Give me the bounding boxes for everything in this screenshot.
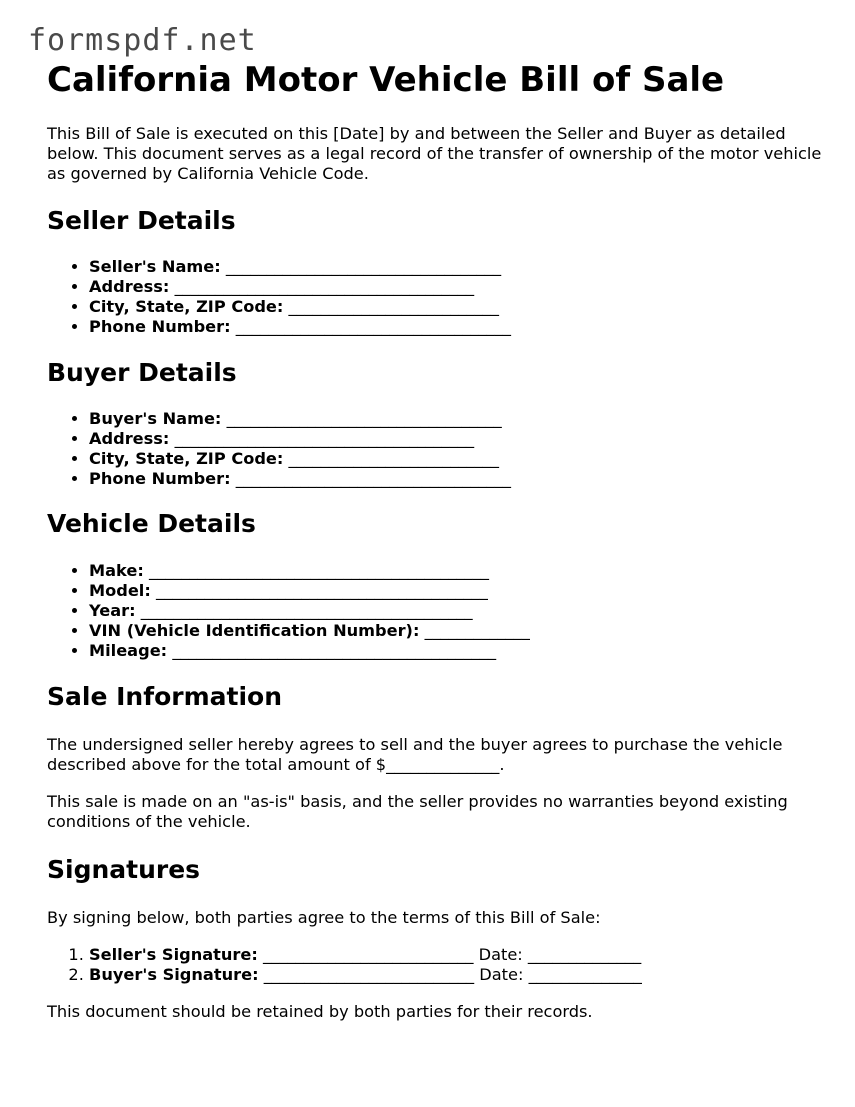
field-label: Year: <box>89 601 136 620</box>
seller-name-blank[interactable]: __________________________________ <box>225 257 502 276</box>
list-item <box>89 965 827 985</box>
signature-label: Buyer's Signature: <box>89 965 259 984</box>
list-item <box>89 581 827 601</box>
list-item <box>89 469 827 489</box>
list-item <box>89 945 827 965</box>
buyer-city-blank[interactable]: __________________________ <box>288 449 499 468</box>
list-item <box>89 449 827 469</box>
buyer-signature-blank[interactable]: __________________________ Date: ______________ <box>263 965 642 984</box>
closing-paragraph: This document should be retained by both parties for their records. <box>47 1002 593 1021</box>
field-label: Buyer's Name: <box>89 409 222 428</box>
list-item <box>89 317 827 337</box>
buyer-details-list <box>47 409 827 489</box>
field-label: City, State, ZIP Code: <box>89 449 284 468</box>
list-item <box>89 257 827 277</box>
buyer-name-blank[interactable]: __________________________________ <box>226 409 502 428</box>
list-item <box>89 429 827 449</box>
seller-city-blank[interactable]: __________________________ <box>288 297 499 316</box>
watermark-text: formspdf.net <box>28 23 257 58</box>
list-item <box>89 641 827 661</box>
list-item <box>89 297 827 317</box>
field-label: Mileage: <box>89 641 168 660</box>
field-label: Make: <box>89 561 144 580</box>
signatures-heading: Signatures <box>47 855 201 884</box>
field-label: City, State, ZIP Code: <box>89 297 284 316</box>
field-label: Address: <box>89 277 170 296</box>
sale-amount-paragraph: The undersigned seller hereby agrees to sell and the buyer agrees to purchase the vehicle described above for the total amount of $______________. <box>47 735 783 774</box>
document-title: California Motor Vehicle Bill of Sale <box>47 60 725 100</box>
list-item <box>89 409 827 429</box>
signatures-list <box>47 945 827 985</box>
vehicle-vin-blank[interactable]: _____________ <box>424 621 530 640</box>
field-label: Phone Number: <box>89 469 231 488</box>
seller-details-heading: Seller Details <box>47 206 236 235</box>
vehicle-model-blank[interactable]: _________________________________________ <box>155 581 488 600</box>
signatures-intro: By signing below, both parties agree to the terms of this Bill of Sale: <box>47 908 601 927</box>
buyer-details-heading: Buyer Details <box>47 358 237 387</box>
vehicle-year-blank[interactable]: _________________________________________ <box>140 601 473 620</box>
signature-label: Seller's Signature: <box>89 945 258 964</box>
field-label: Phone Number: <box>89 317 231 336</box>
vehicle-details-list <box>47 561 827 661</box>
field-label: Address: <box>89 429 170 448</box>
vehicle-mileage-blank[interactable]: ________________________________________ <box>172 641 497 660</box>
document-page <box>47 58 827 1022</box>
vehicle-details-heading: Vehicle Details <box>47 509 256 538</box>
list-item <box>89 561 827 581</box>
field-label: Seller's Name: <box>89 257 221 276</box>
seller-details-list <box>47 257 827 337</box>
as-is-paragraph: This sale is made on an "as-is" basis, and the seller provides no warranties beyond existing conditions of the vehicle. <box>47 792 788 831</box>
field-label: VIN (Vehicle Identification Number): <box>89 621 420 640</box>
field-label: Model: <box>89 581 151 600</box>
buyer-phone-blank[interactable]: __________________________________ <box>235 469 511 488</box>
seller-address-blank[interactable]: _____________________________________ <box>174 277 475 296</box>
list-item <box>89 621 827 641</box>
intro-paragraph: This Bill of Sale is executed on this [Date] by and between the Seller and Buyer as detailed below. This document serves as a legal record of the transfer of ownership of the motor vehicle as governed by California Vehicle Code. <box>47 124 822 183</box>
buyer-address-blank[interactable]: _____________________________________ <box>174 429 475 448</box>
list-item <box>89 277 827 297</box>
sale-information-heading: Sale Information <box>47 682 282 711</box>
seller-phone-blank[interactable]: __________________________________ <box>235 317 511 336</box>
vehicle-make-blank[interactable]: __________________________________________ <box>148 561 489 580</box>
seller-signature-blank[interactable]: __________________________ Date: ______________ <box>263 945 642 964</box>
list-item <box>89 601 827 621</box>
